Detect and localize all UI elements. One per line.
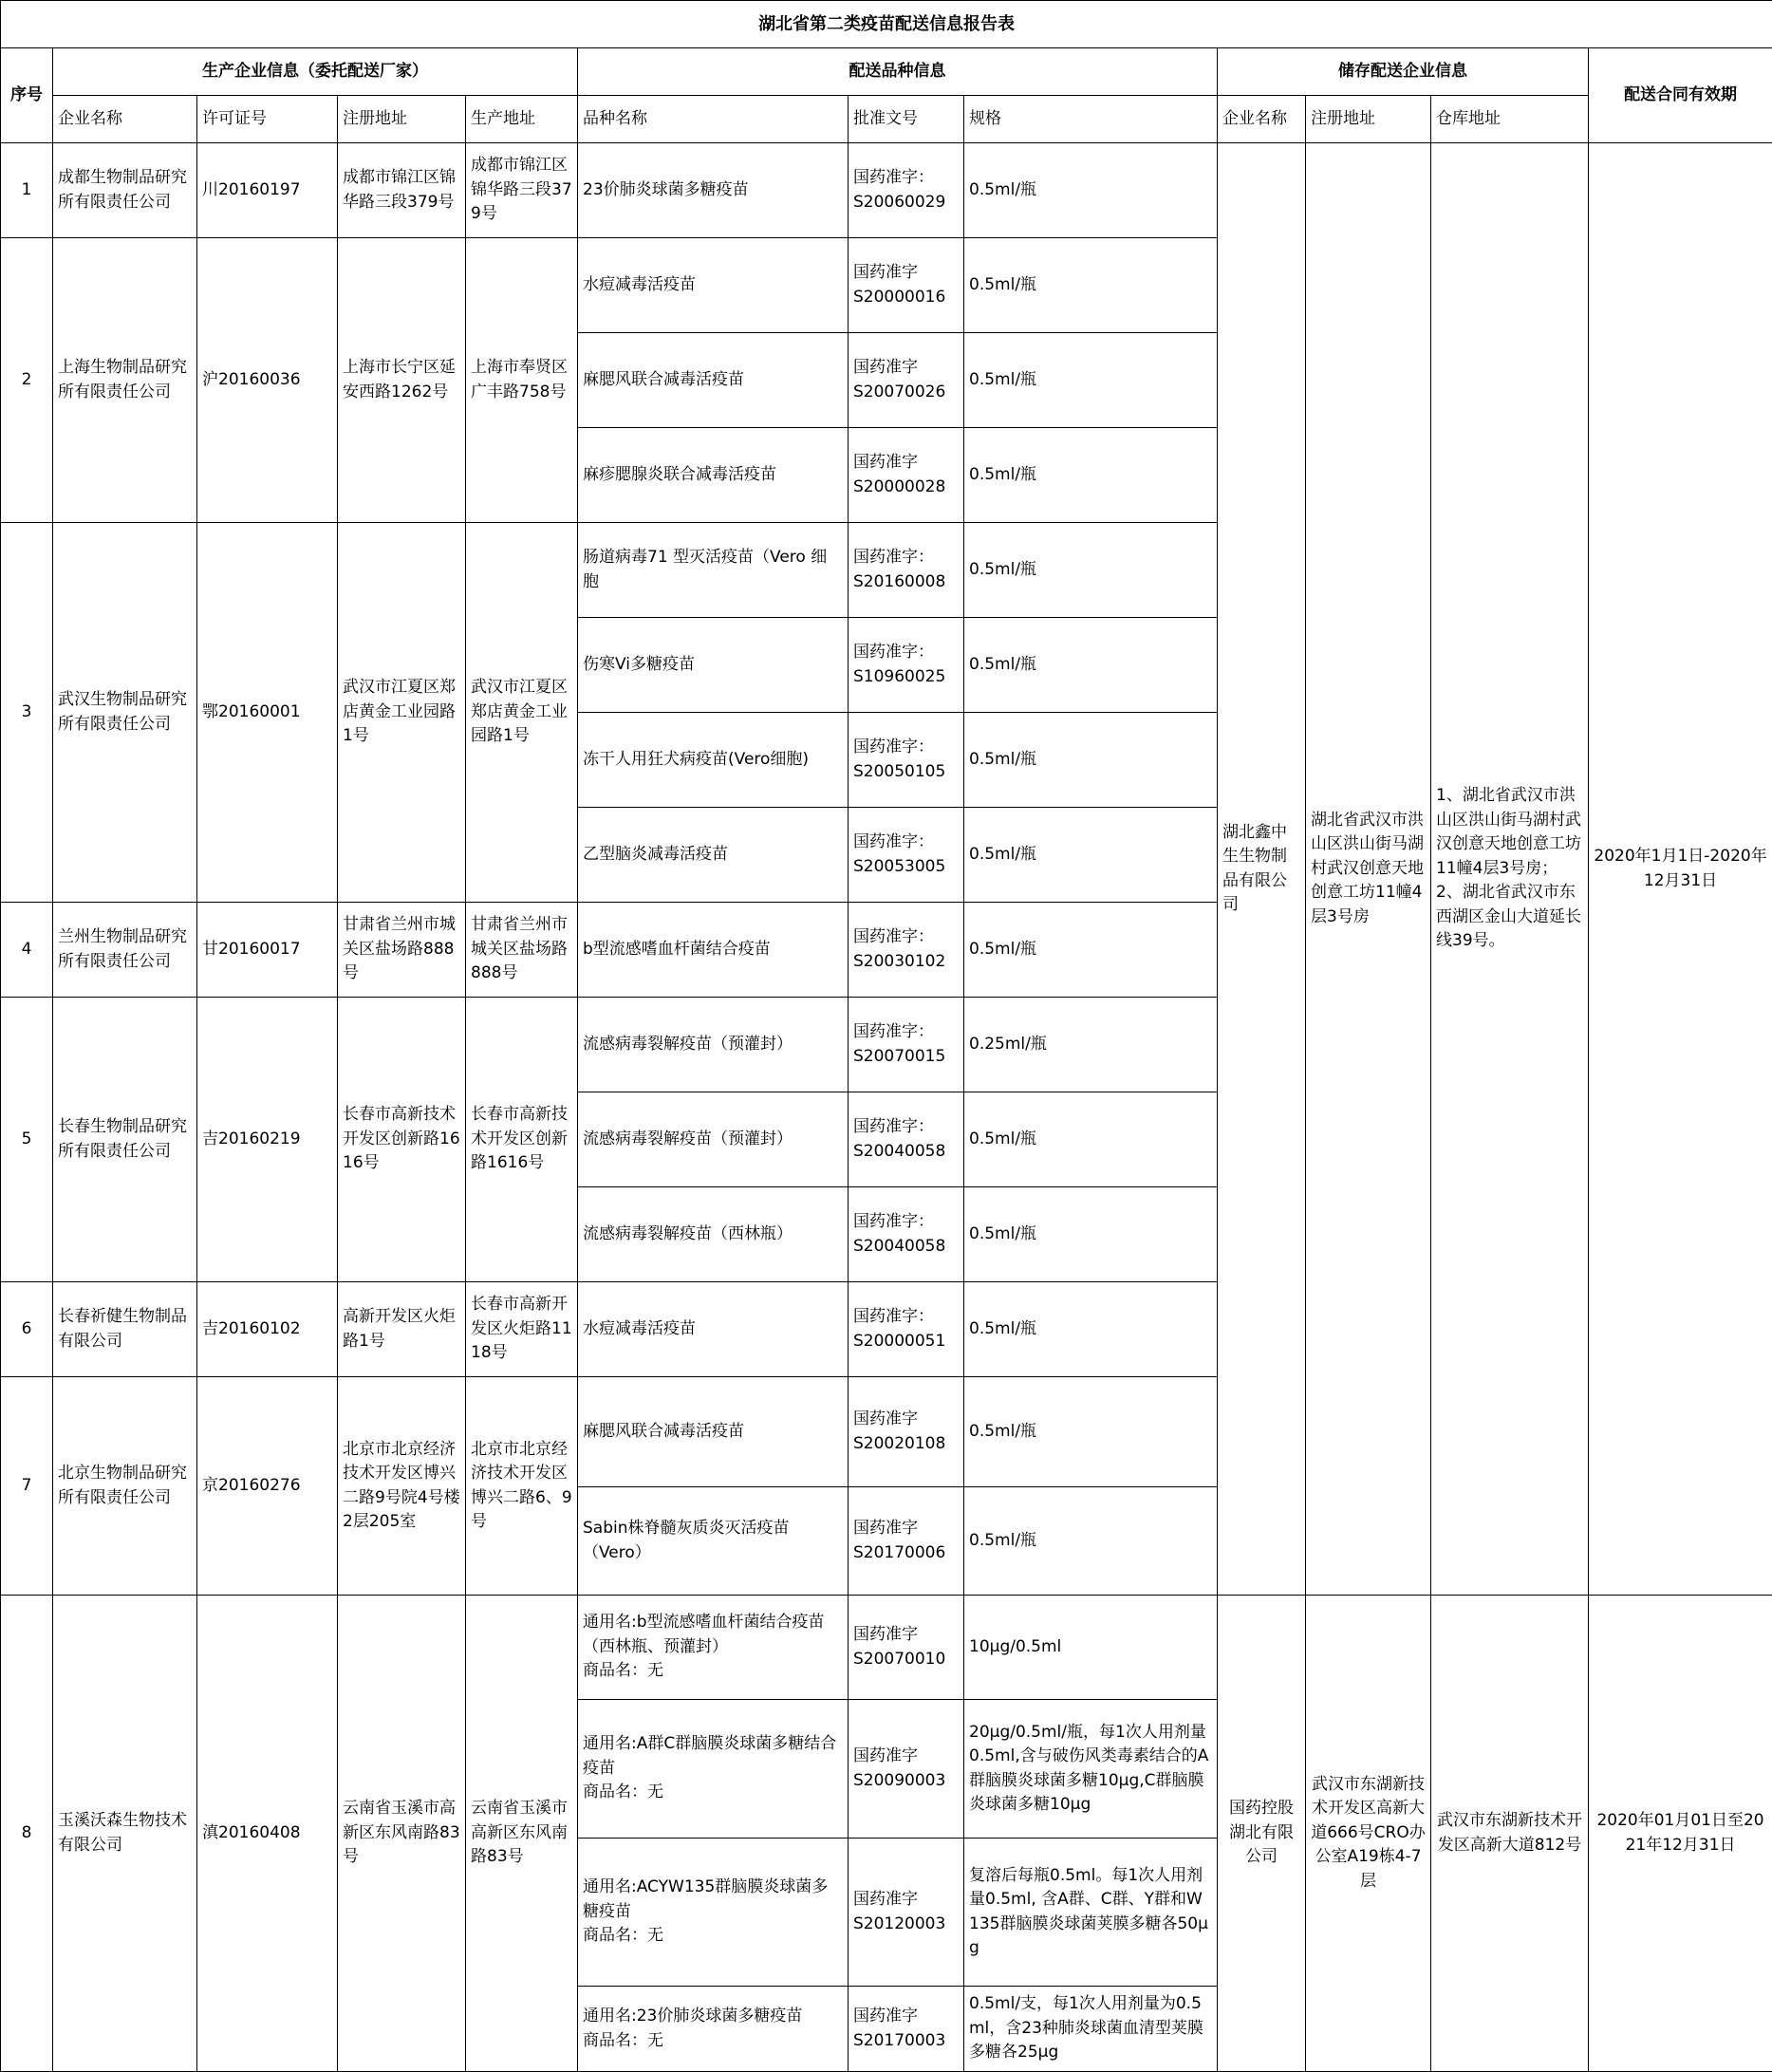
product-approval	[849, 1700, 964, 1839]
product-approval-line: S20040058	[853, 1140, 959, 1165]
product-name-line: 通用名:A群C群脑膜炎球菌多糖结合疫苗	[583, 1732, 843, 1781]
header-product-name: 品种名称	[578, 96, 849, 143]
producer-company-name: 北京生物制品研究所有限责任公司	[53, 1377, 197, 1596]
producer-reg-addr: 成都市锦江区锦华路三段379号	[338, 143, 466, 238]
header-company-name: 企业名称	[53, 96, 197, 143]
product-approval-line: 国药准字：	[853, 1020, 959, 1045]
header-reg-addr: 注册地址	[338, 96, 466, 143]
product-approval-line: S20170006	[853, 1541, 959, 1566]
producer-reg-addr: 武汉市江夏区郑店黄金工业园路1号	[338, 523, 466, 903]
header-prod-addr: 生产地址	[466, 96, 578, 143]
producer-company-name: 成都生物制品研究所有限责任公司	[53, 143, 197, 238]
storage-reg-addr: 湖北省武汉市洪山区洪山街马湖村武汉创意天地创意工坊11幢4层3号房	[1306, 143, 1431, 1596]
product-approval-line: S20070026	[853, 381, 959, 405]
producer-license: 吉20160219	[197, 998, 338, 1282]
product-approval-line: S20020108	[853, 1432, 959, 1457]
product-name-line: 水痘减毒活疫苗	[583, 1317, 843, 1342]
product-approval-line: S20160008	[853, 570, 959, 595]
product-spec: 复溶后每瓶0.5ml。每1次人用剂量0.5ml, 含A群、C群、Y群和W135群脑膜炎球菌荚膜多糖各50μg	[964, 1839, 1218, 1987]
product-name	[578, 618, 849, 713]
product-name-line: 乙型脑炎减毒活疫苗	[583, 843, 843, 868]
table-row	[1, 1596, 1772, 1700]
product-approval-line: 国药准字	[853, 1623, 959, 1648]
product-approval-line: S20070010	[853, 1648, 959, 1672]
contract-validity: 2020年1月1日-2020年12月31日	[1589, 143, 1772, 1596]
product-approval-line: S20060029	[853, 191, 959, 215]
product-name	[578, 333, 849, 428]
header-storage-reg-addr: 注册地址	[1306, 96, 1431, 143]
product-spec: 10μg/0.5ml	[964, 1596, 1218, 1700]
contract-validity: 2020年01月01日至2021年12月31日	[1589, 1596, 1772, 2072]
product-approval-line: 国药准字	[853, 356, 959, 381]
row-seq: 6	[1, 1282, 53, 1377]
product-name	[578, 1596, 849, 1700]
product-name-line: 伤寒Vi多糖疫苗	[583, 653, 843, 678]
product-approval-line: S20120003	[853, 1913, 959, 1937]
product-approval-line: 国药准字	[853, 261, 959, 286]
product-approval	[849, 1596, 964, 1700]
product-name	[578, 523, 849, 618]
product-spec: 0.5ml/瓶	[964, 618, 1218, 713]
report-title: 湖北省第二类疫苗配送信息报告表	[1, 1, 1772, 48]
product-approval	[849, 238, 964, 333]
product-name-line: 商品名：无	[583, 2029, 843, 2054]
storage-warehouse: 1、湖北省武汉市洪山区洪山街马湖村武汉创意天地创意工坊11幢4层3号房；2、湖北省武汉市东西湖区金山大道延长线39号。	[1431, 143, 1589, 1596]
product-name	[578, 238, 849, 333]
product-spec: 0.5ml/瓶	[964, 903, 1218, 998]
header-license: 许可证号	[197, 96, 338, 143]
table-body	[1, 143, 1772, 2072]
product-approval-line: 国药准字：	[853, 1115, 959, 1140]
product-name-line: 商品名：无	[583, 1781, 843, 1805]
product-approval	[849, 1839, 964, 1987]
producer-license: 吉20160102	[197, 1282, 338, 1377]
header-seq: 序号	[1, 48, 53, 143]
product-approval	[849, 1487, 964, 1596]
product-spec: 0.5ml/瓶	[964, 713, 1218, 808]
product-name	[578, 1377, 849, 1487]
producer-company-name: 长春祈健生物制品有限公司	[53, 1282, 197, 1377]
product-spec: 0.5ml/瓶	[964, 333, 1218, 428]
product-approval-line: 国药准字：	[853, 1210, 959, 1235]
product-approval-line: 国药准字	[853, 1888, 959, 1913]
product-name-line: 麻腮风联合减毒活疫苗	[583, 1420, 843, 1445]
product-approval	[849, 903, 964, 998]
producer-reg-addr: 上海市长宁区延安西路1262号	[338, 238, 466, 523]
storage-company-name: 国药控股湖北有限公司	[1218, 1596, 1306, 2072]
producer-reg-addr: 甘肃省兰州市城关区盐场路888号	[338, 903, 466, 998]
producer-company-name: 兰州生物制品研究所有限责任公司	[53, 903, 197, 998]
product-name-line: 麻腮风联合减毒活疫苗	[583, 368, 843, 393]
product-approval	[849, 618, 964, 713]
product-spec: 0.5ml/瓶	[964, 523, 1218, 618]
header-storage-company: 企业名称	[1218, 96, 1306, 143]
product-name	[578, 1282, 849, 1377]
table-row	[1, 143, 1772, 238]
row-seq: 8	[1, 1596, 53, 2072]
product-name	[578, 143, 849, 238]
product-approval-line: 国药准字：	[853, 925, 959, 950]
product-spec: 0.5ml/瓶	[964, 1282, 1218, 1377]
product-name-line: 商品名：无	[583, 1659, 843, 1684]
product-approval	[849, 808, 964, 903]
row-seq: 7	[1, 1377, 53, 1596]
product-approval-line: 国药准字	[853, 1745, 959, 1769]
product-spec: 0.5ml/瓶	[964, 238, 1218, 333]
product-approval-line: 国药准字：	[853, 736, 959, 760]
header-spec: 规格	[964, 96, 1218, 143]
producer-prod-addr: 武汉市江夏区郑店黄金工业园路1号	[466, 523, 578, 903]
product-approval-line: S20090003	[853, 1769, 959, 1794]
product-name	[578, 1700, 849, 1839]
product-approval	[849, 713, 964, 808]
product-spec: 0.5ml/瓶	[964, 143, 1218, 238]
producer-company-name: 长春生物制品研究所有限责任公司	[53, 998, 197, 1282]
product-name-line: （Vero）	[583, 1541, 843, 1566]
header-producer-group: 生产企业信息（委托配送厂家）	[53, 48, 578, 96]
producer-license: 滇20160408	[197, 1596, 338, 2072]
product-approval	[849, 1987, 964, 2072]
product-approval	[849, 1187, 964, 1282]
producer-license: 沪20160036	[197, 238, 338, 523]
producer-license: 京20160276	[197, 1377, 338, 1596]
product-name	[578, 1487, 849, 1596]
product-name-line: 流感病毒裂解疫苗（预灌封）	[583, 1128, 843, 1152]
product-approval-line: 国药准字：	[853, 1305, 959, 1330]
product-approval	[849, 143, 964, 238]
product-name-line: 通用名:b型流感嗜血杆菌结合疫苗（西林瓶、预灌封）	[583, 1611, 843, 1659]
product-spec: 0.5ml/支，每1次人用剂量为0.5ml，含23种肺炎球菌血清型荚膜多糖各25μg	[964, 1987, 1218, 2072]
product-approval	[849, 523, 964, 618]
product-name-line: b型流感嗜血杆菌结合疫苗	[583, 938, 843, 962]
row-seq: 4	[1, 903, 53, 998]
producer-license: 川20160197	[197, 143, 338, 238]
product-name	[578, 1987, 849, 2072]
product-spec: 20μg/0.5ml/瓶，每1次人用剂量0.5ml,含与破伤风类毒素结合的A群脑膜炎球菌多糖10μg,C群脑膜炎球菌多糖10μg	[964, 1700, 1218, 1839]
product-name-line: 通用名:23价肺炎球菌多糖疫苗	[583, 2005, 843, 2029]
product-approval-line: 国药准字：	[853, 831, 959, 855]
header-product-group: 配送品种信息	[578, 48, 1218, 96]
product-approval-line: S20053005	[853, 855, 959, 880]
row-seq: 5	[1, 998, 53, 1282]
product-approval-line: 国药准字：	[853, 166, 959, 191]
product-spec: 0.5ml/瓶	[964, 1092, 1218, 1187]
product-name-line: 肠道病毒71 型灭活疫苗（Vero 细胞	[583, 546, 843, 594]
producer-company-name: 上海生物制品研究所有限责任公司	[53, 238, 197, 523]
product-approval-line: 国药准字	[853, 2005, 959, 2029]
producer-prod-addr: 云南省玉溪市高新区东风南路83号	[466, 1596, 578, 2072]
producer-license: 鄂20160001	[197, 523, 338, 903]
product-name	[578, 1839, 849, 1987]
product-name	[578, 808, 849, 903]
product-approval	[849, 333, 964, 428]
product-name-line: 流感病毒裂解疫苗（西林瓶）	[583, 1223, 843, 1247]
product-approval-line: S20040058	[853, 1235, 959, 1260]
product-approval-line: 国药准字：	[853, 641, 959, 665]
product-spec: 0.5ml/瓶	[964, 1187, 1218, 1282]
header-storage-group: 储存配送企业信息	[1218, 48, 1589, 96]
producer-reg-addr: 长春市高新技术开发区创新路1616号	[338, 998, 466, 1282]
product-approval-line: S20030102	[853, 950, 959, 975]
producer-prod-addr: 成都市锦江区锦华路三段379号	[466, 143, 578, 238]
producer-prod-addr: 长春市高新技术开发区创新路1616号	[466, 998, 578, 1282]
product-name-line: 流感病毒裂解疫苗（预灌封）	[583, 1033, 843, 1057]
product-name-line: 通用名:ACYW135群脑膜炎球菌多糖疫苗	[583, 1876, 843, 1924]
product-spec: 0.25ml/瓶	[964, 998, 1218, 1092]
producer-prod-addr: 北京市北京经济技术开发区博兴二路6、9号	[466, 1377, 578, 1596]
product-name	[578, 1092, 849, 1187]
product-approval-line: 国药准字	[853, 1408, 959, 1432]
product-name-line: 冻干人用狂犬病疫苗(Vero细胞)	[583, 748, 843, 773]
product-name-line: 23价肺炎球菌多糖疫苗	[583, 178, 843, 203]
producer-license: 甘20160017	[197, 903, 338, 998]
storage-warehouse: 武汉市东湖新技术开发区高新大道812号	[1431, 1596, 1589, 2072]
product-approval	[849, 428, 964, 523]
row-seq: 1	[1, 143, 53, 238]
product-spec: 0.5ml/瓶	[964, 428, 1218, 523]
product-approval	[849, 1282, 964, 1377]
header-warehouse: 仓库地址	[1431, 96, 1589, 143]
header-approval: 批准文号	[849, 96, 964, 143]
product-name	[578, 713, 849, 808]
product-approval	[849, 1092, 964, 1187]
producer-prod-addr: 甘肃省兰州市城关区盐场路888号	[466, 903, 578, 998]
product-approval-line: S20170003	[853, 2029, 959, 2054]
product-spec: 0.5ml/瓶	[964, 1487, 1218, 1596]
product-name-line: Sabin株脊髓灰质炎灭活疫苗	[583, 1517, 843, 1541]
product-approval	[849, 1377, 964, 1487]
product-approval-line: 国药准字	[853, 451, 959, 476]
product-approval-line: S20050105	[853, 760, 959, 785]
product-name	[578, 998, 849, 1092]
product-name-line: 商品名：无	[583, 1924, 843, 1949]
product-name-line: 水痘减毒活疫苗	[583, 273, 843, 298]
storage-reg-addr: 武汉市东湖新技术开发区高新大道666号CRO办公室A19栋4-7层	[1306, 1596, 1431, 2072]
product-approval-line: S10960025	[853, 665, 959, 690]
product-approval-line: S20000016	[853, 286, 959, 310]
producer-reg-addr: 北京市北京经济技术开发区博兴二路9号院4号楼2层205室	[338, 1377, 466, 1596]
product-name	[578, 428, 849, 523]
product-approval-line: S20000028	[853, 476, 959, 500]
product-approval-line: S20070015	[853, 1045, 959, 1070]
product-name	[578, 1187, 849, 1282]
row-seq: 2	[1, 238, 53, 523]
row-seq: 3	[1, 523, 53, 903]
product-spec: 0.5ml/瓶	[964, 808, 1218, 903]
producer-reg-addr: 云南省玉溪市高新区东风南路83号	[338, 1596, 466, 2072]
producer-company-name: 玉溪沃森生物技术有限公司	[53, 1596, 197, 2072]
producer-prod-addr: 长春市高新开发区火炬路1118号	[466, 1282, 578, 1377]
producer-company-name: 武汉生物制品研究所有限责任公司	[53, 523, 197, 903]
producer-prod-addr: 上海市奉贤区广丰路758号	[466, 238, 578, 523]
product-approval	[849, 998, 964, 1092]
product-name	[578, 903, 849, 998]
producer-reg-addr: 高新开发区火炬路1号	[338, 1282, 466, 1377]
header-contract: 配送合同有效期	[1589, 48, 1772, 143]
storage-company-name: 湖北鑫中生生物制品有限公司	[1218, 143, 1306, 1596]
product-approval-line: S20000051	[853, 1330, 959, 1354]
product-approval-line: 国药准字：	[853, 546, 959, 570]
product-spec: 0.5ml/瓶	[964, 1377, 1218, 1487]
product-name-line: 麻疹腮腺炎联合减毒活疫苗	[583, 463, 843, 488]
product-approval-line: 国药准字	[853, 1517, 959, 1541]
